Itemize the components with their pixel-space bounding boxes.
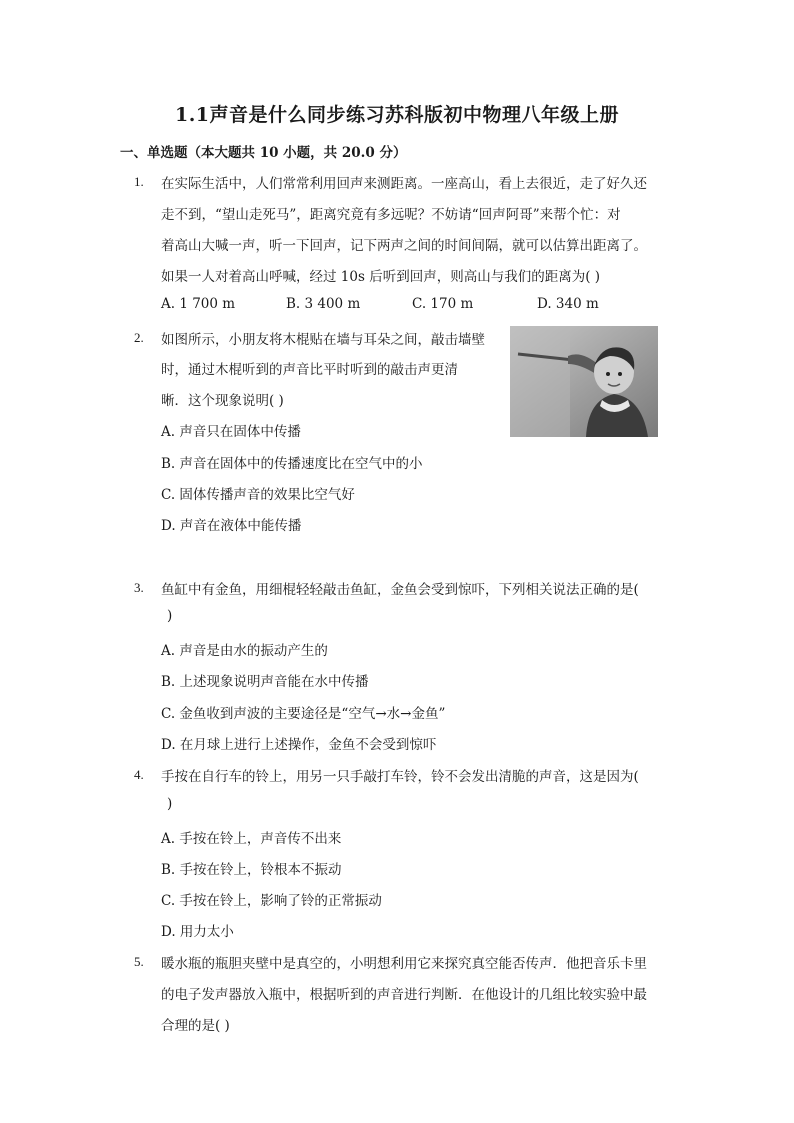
option-b: B. 声音在固体中的传播速度比在空气中的小 <box>161 456 423 472</box>
option-d: D. 在月球上进行上述操作，金鱼不会受到惊吓 <box>161 737 437 753</box>
option-c: C. 手按在铃上，影响了铃的正常振动 <box>161 893 382 909</box>
question-text-line: 鱼缸中有金鱼，用细棍轻轻敲击鱼缸，金鱼会受到惊吓，下列相关说法正确的是( <box>161 582 639 598</box>
question-text-line: 时，通过木棍听到的声音比平时听到的敲击声更清 <box>161 362 458 378</box>
question-number: 2. <box>134 330 144 345</box>
question-text-line: 在实际生活中，人们常常利用回声来测距离。一座高山，看上去很近，走了好久还 <box>161 176 647 192</box>
option-a: A. 1 700 m <box>161 296 236 312</box>
question-text-line: 的电子发声器放入瓶中，根据听到的声音进行判断．在他设计的几组比较实验中最 <box>161 987 647 1003</box>
page-title: 1.1声音是什么同步练习苏科版初中物理八年级上册 <box>174 104 620 126</box>
question-text-line: 手按在自行车的铃上，用另一只手敲打车铃，铃不会发出清脆的声音，这是因为( <box>161 769 639 785</box>
option-b: B. 手按在铃上，铃根本不振动 <box>161 862 342 878</box>
option-c: C. 固体传播声音的效果比空气好 <box>161 487 355 503</box>
question-text-line: ) <box>167 608 173 624</box>
option-a: A. 声音只在固体中传播 <box>161 424 301 440</box>
question-text-line: 暖水瓶的瓶胆夹壁中是真空的，小明想利用它来探究真空能否传声．他把音乐卡里 <box>161 956 647 972</box>
option-c: C. 170 m <box>412 296 474 312</box>
question-text-line: 如果一人对着高山呼喊，经过 10s 后听到回声，则高山与我们的距离为( ) <box>161 269 601 285</box>
question-number: 3. <box>134 580 144 595</box>
question-text-line: ) <box>167 796 173 812</box>
child-listening-photo <box>510 326 658 437</box>
option-a: A. 声音是由水的振动产生的 <box>161 643 328 659</box>
option-d: D. 340 m <box>537 296 599 312</box>
option-a: A. 手按在铃上，声音传不出来 <box>161 831 342 847</box>
question-text-line: 合理的是( ) <box>161 1018 230 1034</box>
option-d: D. 声音在液体中能传播 <box>161 518 302 534</box>
question-number: 4. <box>134 767 144 782</box>
option-d: D. 用力太小 <box>161 924 234 940</box>
question-text-line: 晰．这个现象说明( ) <box>161 393 284 409</box>
option-b: B. 3 400 m <box>286 296 361 312</box>
option-c: C. 金鱼收到声波的主要途径是“空气→水→金鱼” <box>161 706 446 722</box>
question-text-line: 着高山大喊一声，听一下回声，记下两声之间的时间间隔，就可以估算出距离了。 <box>161 238 647 254</box>
question-text-line: 走不到，“望山走死马”，距离究竟有多远呢？不妨请“回声阿哥”来帮个忙：对 <box>161 207 621 223</box>
section-heading: 一、单选题（本大题共 10 小题，共 20.0 分） <box>120 145 407 161</box>
option-b: B. 上述现象说明声音能在水中传播 <box>161 674 369 690</box>
question-number: 5. <box>134 954 144 969</box>
question-number: 1. <box>134 174 144 189</box>
question-text-line: 如图所示，小朋友将木棍贴在墙与耳朵之间，敲击墙壁 <box>161 332 485 348</box>
